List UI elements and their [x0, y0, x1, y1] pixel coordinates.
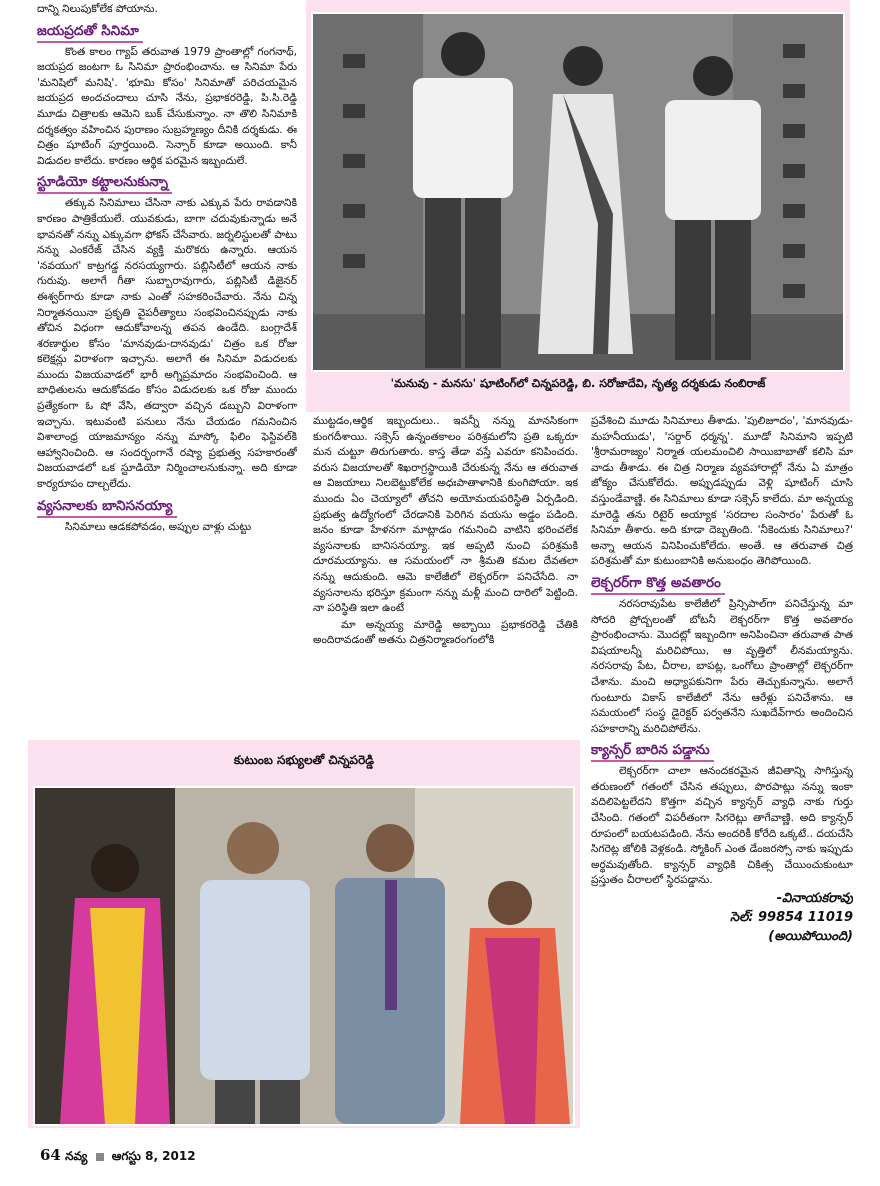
- photo-shooting: [311, 12, 845, 372]
- page-number: 64: [40, 1146, 61, 1164]
- section-heading-studio: స్టూడియో కట్టాలనుకున్నా: [37, 172, 172, 194]
- photo-family: [33, 786, 575, 1126]
- section-heading-lecturer: లెక్చరర్‌గా కొత్త అవతారం: [591, 573, 725, 595]
- paragraph: కొంత కాలం గ్యాప్ తరువాత 1979 ప్రాంతాల్లో గంగనాథ్, జయప్రద జంటగా ఓ సినిమా ప్రారంభించాను. ఆ సినిమా పేరు 'మనిషిలో మనిషి'. 'భూమి కోసం' సినిమాతో పరిచయమైన జయప్రద అందచందాలు చూసి నేను, ప్రభాకరరెడ్డి, పి.సి.రెడ్డి మూడు చిత్రాలకు ఆమెని బుక్ చేసుకున్నాం. నా తొలి సినిమాకి దర్శకత్వం వహించిన పురాణం సుబ్రహ్మణ్యం దీనికి దర్శకుడు. ఈ చిత్రం షూటింగ్ పూర్తయింది. సెన్సార్ కూడా అయింది. కానీ విడుదల కాలేదు. కారణం ఆర్థిక పరమైన ఇబ్బందులే.: [37, 45, 297, 167]
- paragraph: నరసరావుపేట కాలేజీలో ప్రిన్సిపాల్‌గా పనిచేస్తున్న మా సోదరి ప్రోద్బలంతో బోటనీ లెక్చరర్‌గా కొత్త అవతారం ప్రారంభించాను. మొదట్లో ఇబ్బందిగా అనిపించినా తరువాత పాత విషయాలన్నీ మరిచిపోయి, ఆ వృత్తిలో లీనమయ్యాను. నరసరావు పేట, చీరాల, బాపట్ల, ఒంగోలు ప్రాంతాల్లో లెక్చరర్‌గా చేశాను. మంచి అధ్యాపకునిగా పేరు తెచ్చుకున్నాను. అలాగే గుంటూరు వికాస్ కాలేజీలో నేను ఆరేళ్లు పనిచేశాను. ఆ సమయంలో సంస్థ డైరెక్టర్ పర్వతనేని సుఖదేవ్‌గారు అందించిన సహకారాన్ని మరిచిపోలేను.: [591, 597, 853, 735]
- paragraph: సినిమాలు ఆడకపోవడం, అప్పుల వాళ్లు చుట్టు: [65, 520, 252, 533]
- paragraph: తక్కువ సినిమాలు చేసినా నాకు ఎక్కువ పేరు రావడానికి కారణం పాత్రికేయులే. యువకుడు, బాగా చదువుకున్నాడు అనే భావనతో నన్ను ఎక్కువగా ఫోకస్ చేసేవారు. జర్నలిస్టులతో పాటు నన్ను ఎంకరేజ్ చేసిన వ్యక్తి మరొకరు ఉన్నారు. ఆయన 'నవయుగ' కాట్రగడ్డ నరసయ్యగారు. పబ్లిసిటీలో ఆయన నాకు గురువు. అలాగే గీతా సుబ్బారావుగారు, పబ్లిసిటీ డిజైనర్ ఈశ్వర్‌గారు కూడా నాకు ఎంతో సహకరించేవారు. నేను చిన్న నిర్మాతనయినా ప్రకృతి వైపరీత్యాలు సంభవించినప్పుడు నాకు తోచిన విధంగా ఆదుకోవాలన్న తపన ఉండేది. బంగ్లాదేశ్ శరణార్థుల కోసం 'మానవుడు-దానవుడు' చిత్రం ఒక రోజు కలెక్షన్లు విరాళంగా ఇచ్చాను. అలాగే ఈ సినిమా విడుదలకు ముందు విజయవాడలో భారీ అగ్నిప్రమాదం సంభవించింది. ఆ బాధితులను ఆదుకోవడం కోసం విడుదలకు ఒక రోజు ముందు ప్రత్యేకంగా ఓ షో వేసి, తద్వారా వచ్చిన డబ్బుని విరాళంగా ఇచ్చాను. ఇటువంటి పనులు నేను చేయడం గమనించిన విశాలాంధ్ర యాజమాన్యం నన్ను మాస్కో ఫిలిం ఫెస్టివల్‌కి ఆహ్వానించింది. ఆ సందర్భంగానే రష్యా ప్రభుత్వ సహకారంతో విజయవాడలో ఒక స్టూడియో నిర్మించాలనుకున్నా. అది కూడా కార్యరూపం దాల్చలేదు.: [37, 197, 297, 491]
- issue-date: ఆగస్టు 8, 2012: [111, 1149, 196, 1163]
- paragraph: ముట్టడం,ఆర్థిక ఇబ్బందులు.. ఇవన్నీ నన్ను మానసికంగా కుంగదీశాయి. సక్సెస్ ఉన్నంతకాలం పరిశ్రమలోని ప్రతి ఒక్కరూ మన చుట్టూ తిరుగుతారు. కాస్త తేడా వస్తే ఎవరూ కనిపించరు. వరుస విజయాలతో శిఖరాగ్రస్థాయికి చేరుకున్న నేను ఆ తరువాత ఆ విజయాలు నిలబెట్టుకోలేక అధఃపాతాళానికి కుంగిపోయా. ఇక ముందు ఏం చెయ్యాలో తోచని అయోమయపరిస్థితి ఏర్పడింది. ప్రభుత్వ ఉద్యోగంలో చేరడానికి పెరిగిన వయసు అడ్డం పడింది. జనం కూడా హేళనగా మాట్లాడం గమనించి వాటిని భరించలేక వ్యసనాలకు బానిసనయ్యా. ఇక అప్పటి నుంచి పరిశ్రమకి దూరమయ్యాను. ఆ సమయంలో నా శ్రీమతి కమల దేవతలా నన్ను ఆదుకుంది. ఆమె కాలేజీలో లెక్చరర్‌గా పనిచేసేది. నా వ్యసనాలను భరిస్తూ క్రమంగా నన్ను మళ్లీ మంచి దారిలో పెట్టింది. నా పరిస్థితి ఇలా ఉంటే: [313, 415, 578, 615]
- author-name: -వినాయకరావు: [776, 891, 853, 907]
- section-heading-cancer: క్యాన్సర్ బారిన పడ్డాను: [591, 740, 714, 762]
- section-heading-jayaprada: జయప్రదతో సినిమా: [37, 21, 143, 43]
- section-heading-addictions: వ్యసనాలకు బానిసనయ్యా: [37, 496, 177, 518]
- photo2-caption: కుటుంబ సభ్యులతో చిన్నపరెడ్డి: [233, 753, 375, 767]
- paragraph: మా అన్నయ్య మారెడ్డి అబ్బాయి ప్రభాకరరెడ్డి చేతికి అందిరావడంతో అతను చిత్రనిర్మాణరంగంలోకి: [313, 618, 578, 647]
- column-3: [591, 414, 853, 1114]
- end-note: (అయిపోయింది): [768, 929, 853, 945]
- top-line: దాన్ని నిలుపుకోలేక పోయాను.: [37, 3, 158, 15]
- page-footer: [40, 1146, 196, 1166]
- separator-square-icon: [96, 1153, 104, 1161]
- column-2: [313, 414, 578, 740]
- photo1-caption: 'మనువు - మనసు' షూటింగ్‌లో చిన్నపరెడ్డి, బి. సరోజాదేవి, నృత్య దర్శకుడు నంబిరాజ్: [390, 377, 766, 390]
- magazine-name: నవ్య: [65, 1149, 88, 1163]
- author-cell: సెల్: 99854 11019: [729, 910, 853, 926]
- paragraph: ప్రవేశించి మూడు సినిమాలు తీశాడు. 'పులిజూదం', 'మానవుడు-మహనీయుడు', 'సర్దార్ ధర్మన్న'. మూడో సినిమాని ఇప్పటి 'శ్రీరామరాజ్యం' నిర్మాత యలమంచిలి సాయిబాబాతో కలిసి మా వాడు తీశాడు. ఈ చిత్ర నిర్మాణ వ్యవహారాల్లో నేను ఏ మాత్రం జోక్యం చేసుకోలేదు. అప్పుడప్పుడు వెళ్లి షూటింగ్ చూసి వస్తుండేవాణ్ణి. ఈ సినిమాలు కూడా సక్సెస్ కాలేదు. మా అన్నయ్య మారెడ్డి తను రిటైర్ అయ్యాక 'సరదాల సంసారం' పేరుతో ఓ సినిమా తీశారు. అది కూడా దెబ్బతింది. 'నీకెందుకు సినిమాలు?' అన్నా ఆయన వినిపించుకోలేదు. అంతే. ఆ తరువాత చిత్ర పరిశ్రమతో మా కుటుంబానికి అనుబంధం తెగిపోయింది.: [591, 415, 853, 568]
- paragraph: లెక్చరర్‌గా చాలా ఆనందకరమైన జీవితాన్ని సాగిస్తున్న తరుణంలో గతంలో చేసిన తప్పులు, పొరపాట్లు నన్ను ఇంకా వదిలిపెట్టలేదని కొత్తగా వచ్చిన క్యాన్సర్ వ్యాధి నాకు గుర్తు చేసింది. గతంలో విపరీతంగా సిగరెట్లు తాగేవాణ్ణి. అది క్యాన్సర్ రూపంలో బయటపడింది. నేను అందరికీ కోరేది ఒక్కటే.. దయచేసి సిగరెట్ల జోలికి వెళ్లకండి. స్మోకింగ్ ఎంత డేంజరస్సో నాకు ఇప్పుడు అర్థమవుతోంది. క్యాన్సర్ వ్యాధికి చికిత్స చేయించుకుంటూ ప్రస్తుతం చీరాలలో స్థిరపడ్డాను.: [591, 765, 853, 887]
- column-1: [37, 2, 297, 724]
